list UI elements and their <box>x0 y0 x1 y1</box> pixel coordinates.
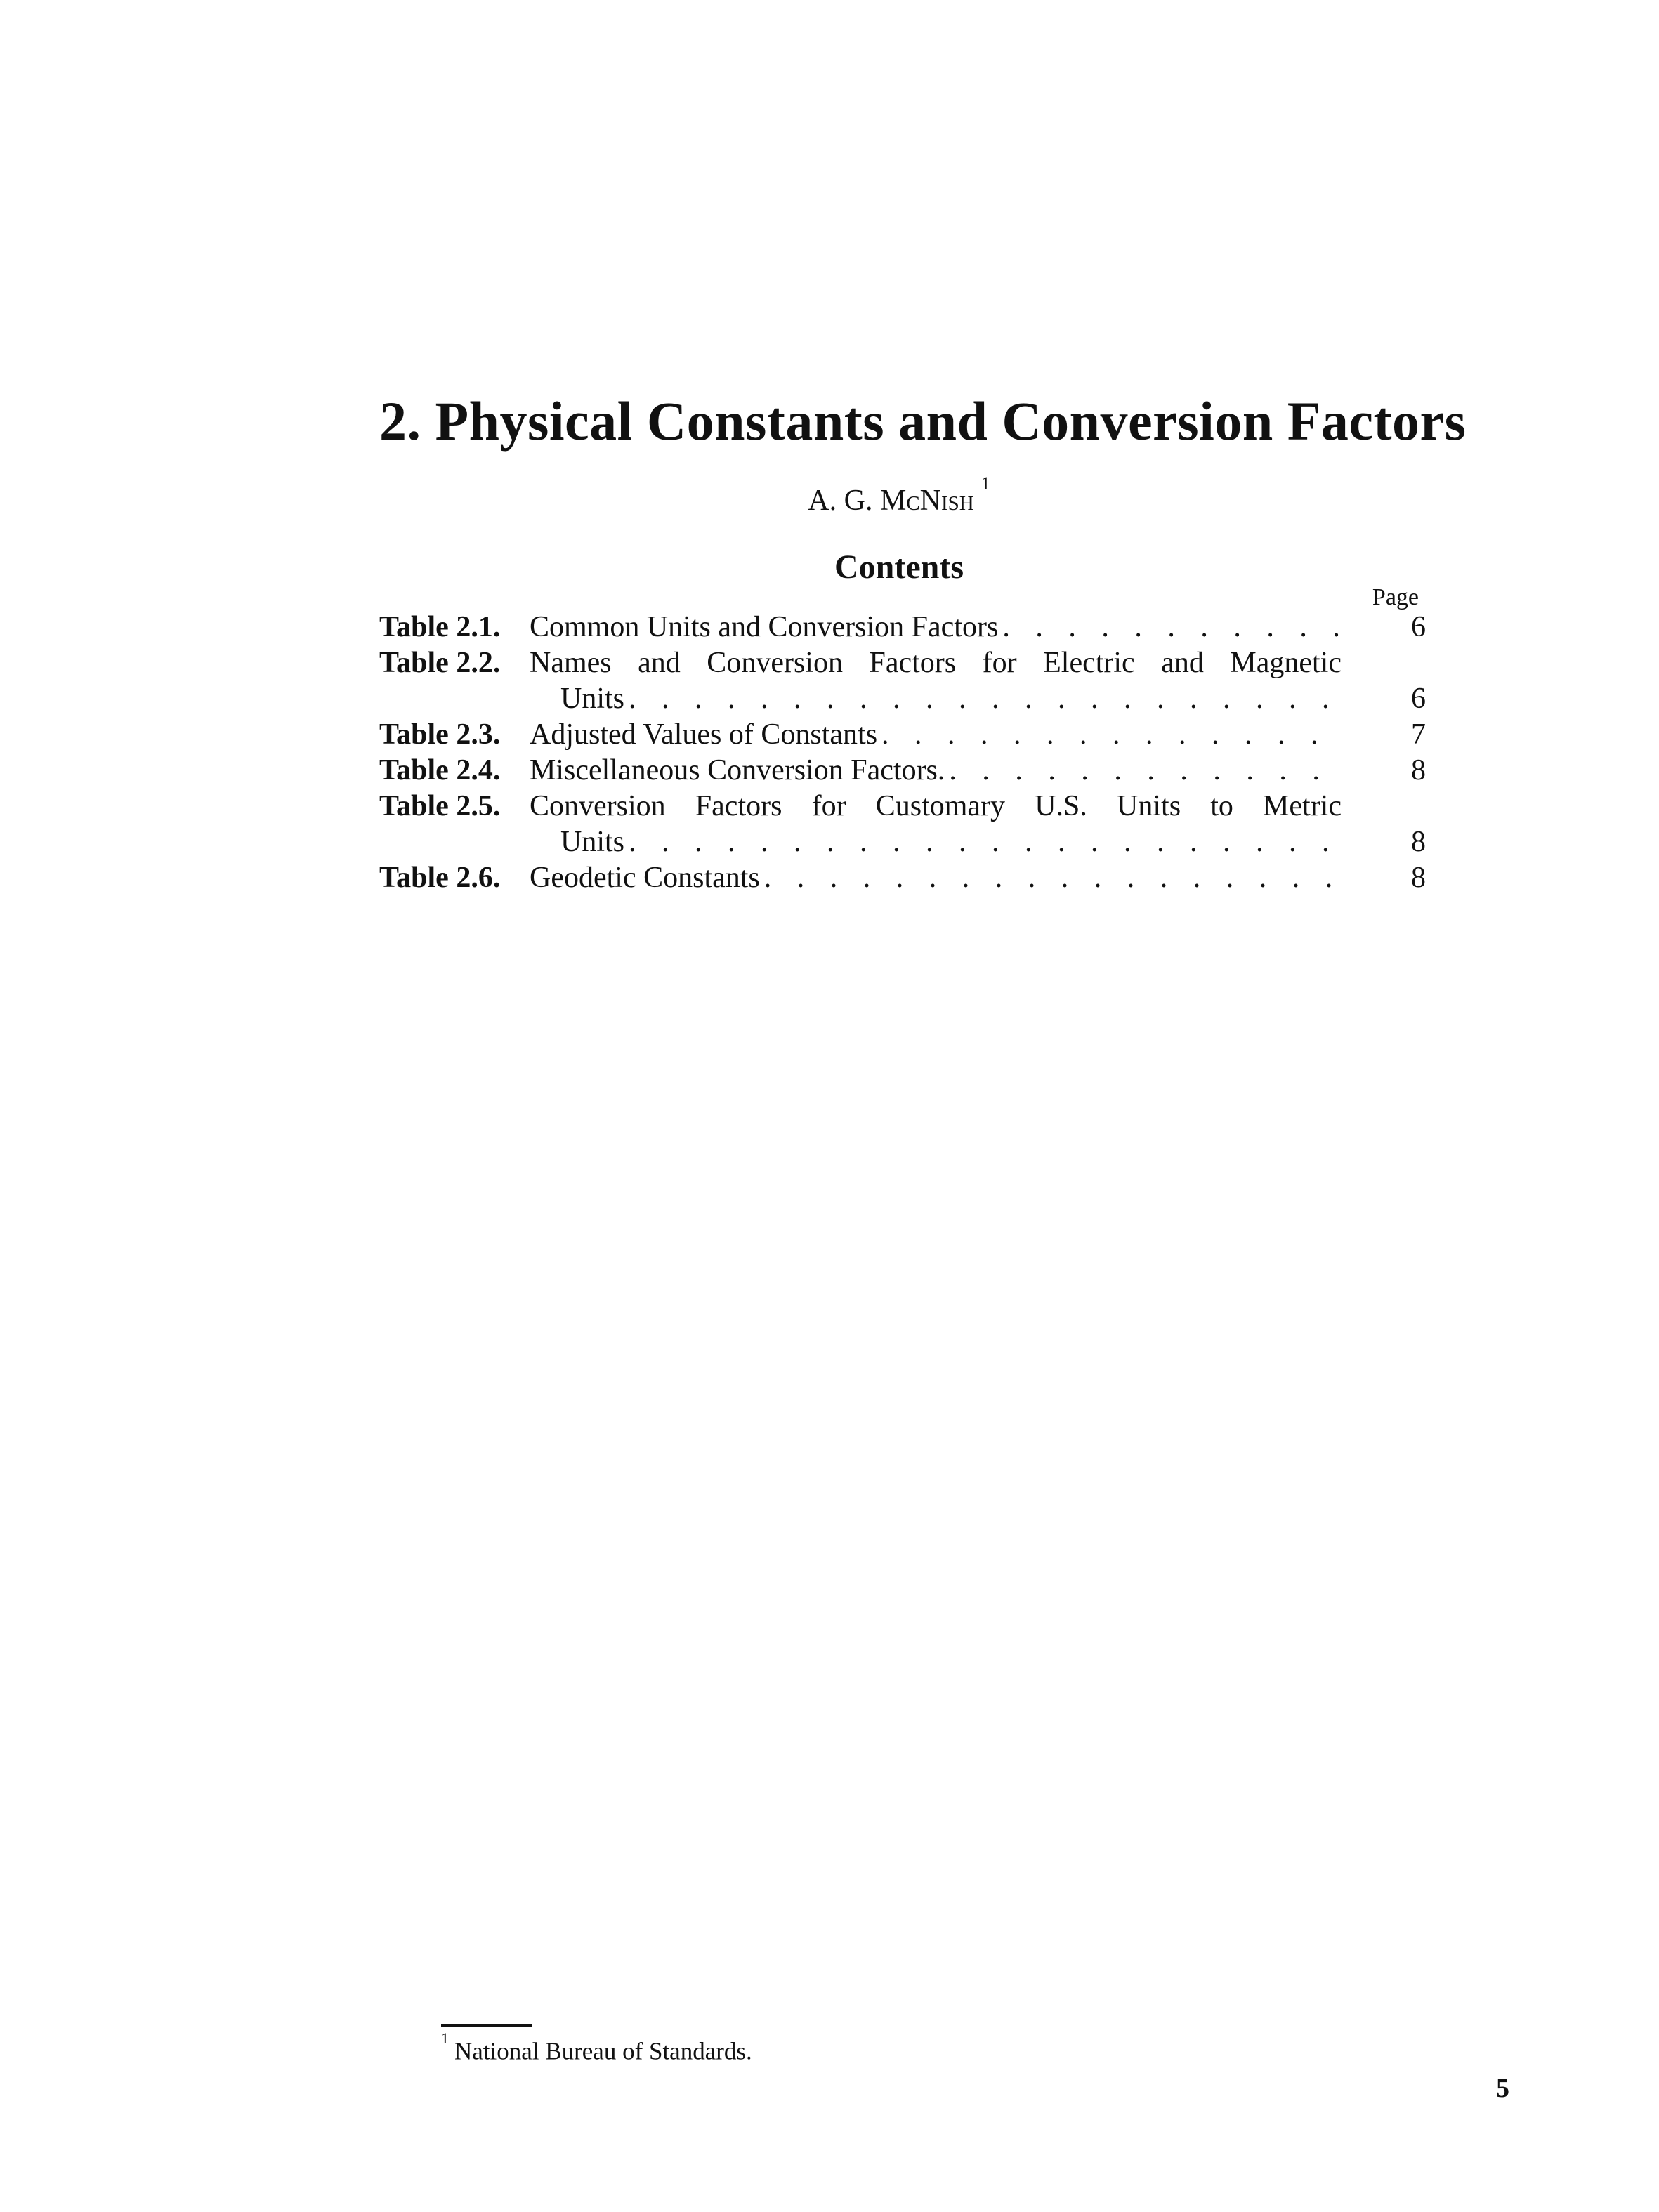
toc-entry-page: 6 <box>1411 611 1426 643</box>
footnote <box>441 2029 752 2066</box>
dot-leader <box>949 753 1342 789</box>
toc-entry-label: Table 2.6. <box>379 862 501 894</box>
toc-entry-title: Names and Conversion Factors for Electric and Magnetic <box>530 647 1342 679</box>
toc-entry-page: 7 <box>1411 718 1426 751</box>
footnote-rule <box>441 2024 532 2027</box>
toc-entry[interactable] <box>379 789 1426 860</box>
toc-entry[interactable] <box>379 753 1426 789</box>
dot-leader <box>764 860 1342 896</box>
toc-entry[interactable] <box>379 860 1426 896</box>
toc-entry-title-continued: Units <box>560 683 625 715</box>
toc-entry-title: Geodetic Constants <box>530 862 760 894</box>
toc-entry[interactable] <box>379 645 1426 717</box>
toc-entry-title: Conversion Factors for Customary U.S. Units to Metric <box>530 790 1342 822</box>
footnote-mark: 1 <box>441 2029 449 2047</box>
toc-entry-label: Table 2.3. <box>379 718 501 751</box>
toc-entry-title: Miscellaneous Conversion Factors. <box>530 754 945 786</box>
toc-entry-title-continued: Units <box>560 826 625 858</box>
toc-entry[interactable] <box>379 717 1426 753</box>
chapter-title: 2. Physical Constants and Conversion Factors <box>379 390 1467 452</box>
toc-entry-title: Adjusted Values of Constants <box>530 718 878 751</box>
toc-entry-label: Table 2.1. <box>379 611 501 643</box>
toc-entry-title: Common Units and Conversion Factors <box>530 611 999 643</box>
contents-heading: Contents <box>834 548 964 586</box>
footnote-text: National Bureau of Standards. <box>454 2037 752 2065</box>
toc-entry-label: Table 2.5. <box>379 790 501 822</box>
page-column-label: Page <box>1372 584 1419 610</box>
toc-entry-page: 8 <box>1411 862 1426 894</box>
author-line <box>0 473 1659 518</box>
dot-leader <box>1002 610 1342 645</box>
toc-entry-page: 8 <box>1411 754 1426 786</box>
author-initials: A. G. <box>808 485 873 517</box>
toc-entry-label: Table 2.2. <box>379 647 501 679</box>
toc-entry-label: Table 2.4. <box>379 754 501 786</box>
toc-entry-page: 6 <box>1411 683 1426 715</box>
toc-entry[interactable] <box>379 610 1426 645</box>
toc-entry-page: 8 <box>1411 826 1426 858</box>
dot-leader <box>881 717 1342 753</box>
author-footnote-mark: 1 <box>981 473 990 494</box>
dot-leader <box>629 681 1342 717</box>
author-surname: McNish <box>879 485 974 517</box>
page-number: 5 <box>1496 2074 1509 2103</box>
table-of-contents <box>379 610 1426 896</box>
dot-leader <box>629 824 1342 860</box>
